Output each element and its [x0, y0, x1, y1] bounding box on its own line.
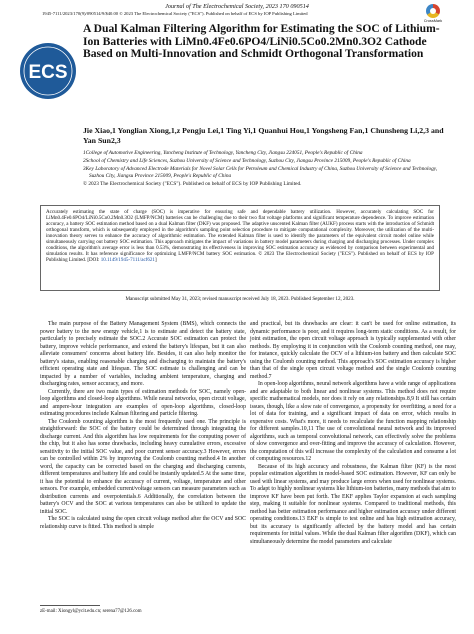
- publication-meta: 1945-7111/2023/170(9)/090514/9/$40.00 © 2023 The Electrochemical Society ("ECS"). Published on behalf of ECS by IOP Publishing Limited: [42, 11, 308, 16]
- abstract: [40, 205, 440, 291]
- affiliation-3: 3Key Laboratory of Advanced Electrode Materials for Novel Solar Cells for Petroleum and Chemical Industry of China, Suzhou University of Science and Technology, Suzhou City, Jiangsu Province 215009, People's Republic of China: [83, 166, 438, 179]
- paragraph: The Coulomb counting algorithm is the most frequently used one. The principle is straightforward: the SOC of the battery could be determined through integrating the discharge current. And this algorithm has low requirements for the computing power of the chip, but it also has some drawbacks, including heavy cumulative errors, excessive sensitivity to the initial SOC value, and poor current sensor accuracy.3 However, errors can be controlled within 2% by improving the Coulomb counting method.4 In another word, the capacity can be corrected based on the charging and discharging currents, different temperatures and battery life and could be instantly updated.5 At the same time, it has the potential to enhance the accuracy of current, voltage, temperature and other sensors. For example, embedded current/voltage sensors can measure parameters such as distribution currents and overpotentials.6 Additionally, the correlation between the battery's OCV and the SOC at various temperatures can also be utilized to update the initial SOC.: [40, 418, 246, 515]
- abstract-close: ]: [154, 257, 157, 263]
- paragraph: Because of its high accuracy and robustness, the Kalman filter (KF) is the most popular estimation algorithm in model-based SOC estimation. However, KF can only be used with linear systems, and may produce large errors when used for nonlinear systems. To adapt to highly nonlinear systems like lithium-ion batteries, many methods that aim to improve KF have been put forth. The EKF applies Taylor expansion at each sampling step, making it suitable for nonlinear systems. Compared to traditional methods, this method has better estimation performance and higher estimation accuracy under different operating conditions.13 EKF is simple to test online and has high estimation accuracy, but its accuracy is significantly affected by the battery model and has certain requirements for initial values. While the dual Kalman filter algorithm (DKF), which can simultaneously determine the model parameters and calculate: [250, 463, 456, 545]
- paragraph: Currently, there are two main types of estimation methods for SOC, namely open-loop algorithms and closed-loop algorithms. While neural networks, open circuit voltage, and ampere-hour integration are examples of open-loop algorithms, closed-loop estimating procedures include Kalman filtering and particle filtering.: [40, 388, 246, 417]
- footnote-divider: [40, 605, 100, 606]
- doi-link[interactable]: 10.1149/1945-7111/acf621: [100, 257, 155, 263]
- ecs-logo-graphic: [18, 27, 78, 115]
- manuscript-dates: Manuscript submitted May 31, 2023; revised manuscript received July 18, 2023. Published September 12, 2023.: [125, 296, 355, 302]
- paragraph: The SOC is calculated using the open circuit voltage method after the OCV and SOC relationship curve is fitted. This method is simple: [40, 516, 246, 530]
- affiliation-2: 2School of Chemistry and Life Sciences, Suzhou University of Science and Technology, Suzhou City, Jiangsu Province 215009, People's Republic of China: [83, 158, 411, 164]
- journal-citation: Journal of The Electrochemical Society, 2023 170 090514: [165, 3, 309, 10]
- article-copyright: © 2023 The Electrochemical Society ("ECS"). Published on behalf of ECS by IOP Publishing Limited.: [83, 180, 302, 187]
- ecs-logo: [18, 27, 78, 115]
- ecs-logo-text: ECS: [28, 62, 68, 83]
- author-list: Jie Xiao,1 Yonglian Xiong,1,z Pengju Lei,1 Ting Yi,1 Quanhui Hou,1 Yongsheng Fan,1 Chunsheng Li,2,3 and Yan Sun2,3: [83, 126, 444, 145]
- corresponding-email[interactable]: zE-mail: Xiongyl@ycit.edu.cn; serena77@126.com: [40, 609, 142, 614]
- abstract-text: Accurately estimating the state of charge (SOC) is imperative for ensuring safe and dependable battery utilization. However, accurately calculating SOC for LiMn0.4Fe0.6PO4/LiNi0.5Co0.2Mn0.3O2 (LMFP/NCM) batteries can be challenging due to their two flat voltage platforms and significant temperature dependence. To improve estimation accuracy, a battery SOC estimation method based on a dual Kalman filter (DKF) was proposed. The adaptive unscented Kalman filter (AUKF) process starts with the introduction of Schmidt orthogonal transform, which is subsequently employed in the algorithm's sampling point selection procedure to mitigate computational complexity. Moreover, the utilization of the multi-innovation theory serves to enhance the accuracy of algorithmic estimation. The extended Kalman filter is used to identify the parameters of the equivalent circuit model online while simultaneously carrying out battery SOC estimation. This approach mitigates the impact of variations in battery model parameters during charging and discharging processes. Under complex conditions, the algorithm's average error is less than 0.53%, demonstrating its effectiveness in improving SOC estimation accuracy as evidenced by comparison between experimental and simulation results. It has reference significance for optimizing LMFP/NCM battery SOC estimation.: [46, 209, 434, 257]
- body-column-right: [250, 321, 456, 546]
- abstract-copyright: © 2023 The Electrochemical Society ("ECS"). Published on behalf of ECS by IOP Publishing Limited. [DOI:: [46, 251, 434, 263]
- body-column-left: [40, 321, 246, 531]
- crossmark-label: CrossMark: [423, 19, 443, 23]
- affiliation-1: 1College of Automotive Engineering, Yancheng Institute of Technology, Yancheng City, Jiangsu 224051, People's Republic of China: [83, 150, 363, 156]
- affiliations: [83, 150, 453, 189]
- crossmark-badge[interactable]: [418, 4, 448, 23]
- article-title: A Dual Kalman Filtering Algorithm for Estimating the SOC of Lithium-Ion Batteries with LiMn0.4Fe0.6PO4/LiNi0.5Co0.2Mn0.3O2 Cathode Based on Multi-Innovation and Schmidt Orthogonal Transformation: [83, 22, 440, 61]
- paragraph: and practical, but its drawbacks are clear: it can't be used for online estimation, its dynamic performance is poor, and it requires long-term static conditions. As a result, for joint estimation, the open circuit voltage approach is typically supplemented with other methods. By employing it in conjunction with the Coulomb counting method, one may, for instance, quickly calculate the OCV of a lithium-ion battery and then calculate SOC using the Coulomb counting method. This approach's SOC estimation accuracy is higher than that of the single open circuit voltage method and the single Coulomb counting method.7: [250, 321, 456, 380]
- crossmark-icon: [426, 4, 440, 18]
- paragraph: The main purpose of the Battery Management System (BMS), which connects the power battery to the new energy vehicle,1 is to estimate and detect the battery state, particularly to precisely estimate the SOC.2 Accurate SOC estimation can protect the battery, improve vehicle performance, and extend the battery's lifespan, but it can also alleviate consumers' concerns about battery life. Besides, it can also help monitor the battery's status, enabling reasonable charging and discharging to maintain the battery's efficient operating state and lifespan. The SOC estimate is challenging and can be impacted by a number of variables, including ambient temperature, charging and discharging rates, sensor accuracy, and more.: [40, 321, 246, 387]
- paragraph: In open-loop algorithms, neural network algorithms have a wide range of applications and are adaptable to both linear and nonlinear systems. This method does not require specific mathematical models, nor does it rely on any relationships.8,9 It still has certain issues, though, like a slow rate of convergence, a propensity for overfitting, a need for a lot of data for training, and a significant impact of data on error, which results in expensive costs. What's more, it needs to recalculate the function mapping relationship for different samples.10,11 The use of convolutional neural network and its improved algorithms, such as temporal convolutional network, can effectively solve the problems of slow convergence and over-fitting and improve the accuracy of calculation. However, the computation of this will increase the complexity of the calculation and consume a lot of computing resources.12: [250, 381, 456, 462]
